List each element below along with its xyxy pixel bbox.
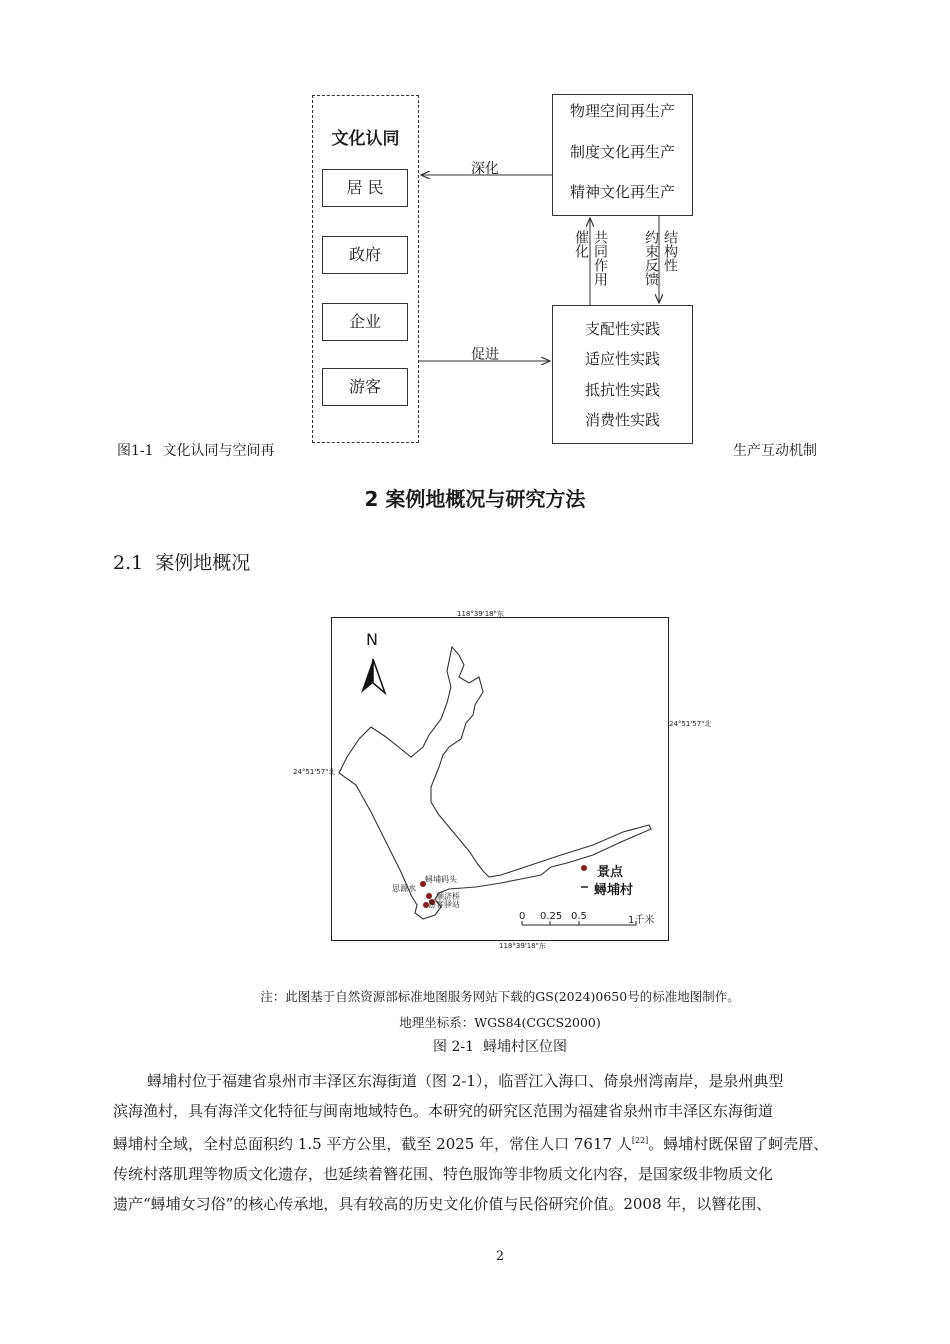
practice-dominant: 支配性实践 [584, 320, 660, 338]
map-label-siyuan: 思源水 [392, 884, 416, 893]
actor-label-government: 政府 [348, 245, 381, 264]
paragraph-line-4: 传统村落肌理等物质文化遗存，也延续着簪花围、特色服饰等非物质文化内容，是国家级非物质文化 [113, 1165, 774, 1183]
map-label-station: 游客驿站 [428, 900, 460, 909]
paragraph-line-5: 遗产“蟳埔女习俗”的核心传承地，具有较高的历史文化价值与民俗研究价值。2008 年，以簪花围、 [113, 1195, 772, 1213]
actor-label-tourists: 游客 [348, 377, 381, 396]
figure-1-caption-right: 生产互动机制 [733, 443, 817, 459]
practice-consumptive: 消费性实践 [584, 411, 660, 429]
legend-village-icon [581, 886, 588, 888]
legend-point-icon [581, 865, 587, 871]
practice-adaptive: 适应性实践 [584, 350, 660, 368]
map-label-bridge: 顺济桥 [436, 892, 460, 901]
practice-resistant: 抵抗性实践 [584, 381, 660, 399]
section-heading: 2 案例地概况与研究方法 [364, 487, 586, 511]
culture-identity-title: 文化认同 [331, 129, 400, 149]
paragraph-line-3-text: 蟳埔村全域，全村总面积约 1.5 平方公里，截至 2025 年，常住人口 7617 人 [113, 1135, 632, 1153]
label-joint-action: 共同作用 [592, 230, 608, 286]
actor-label-residents: 居 民 [346, 178, 384, 197]
actor-label-enterprise: 企业 [348, 312, 381, 331]
coord-left: 24°51'57"北 [293, 768, 336, 776]
figure-1-caption-left: 图1-1 文化认同与空间再 [117, 443, 275, 459]
north-label: N [366, 630, 378, 649]
figure-1-arrows [0, 0, 950, 460]
coord-right: 24°51'57"北 [669, 720, 712, 728]
paragraph-line-3 [113, 1126, 853, 1159]
scale-label-05: 0.5 [571, 911, 587, 922]
paragraph-line-2: 滨海渔村，具有海洋文化特征与闽南地域特色。本研究的研究区范围为福建省泉州市丰泽区东海街道 [113, 1102, 774, 1120]
north-arrow-icon [361, 659, 385, 693]
coord-bottom: 118°39'18"东 [499, 942, 546, 950]
map-note: 注：此图基于自然资源部标准地图服务网站下载的GS(2024)0650号的标准地图制作。 [260, 989, 740, 1004]
legend-scenic-label: 景点 [597, 865, 624, 880]
arrow-deepen-label: 深化 [471, 161, 499, 177]
arrow-promote-label: 促进 [471, 347, 499, 363]
citation-22[interactable]: [22] [631, 1136, 649, 1145]
reproduction-spiritual: 精神文化再生产 [569, 183, 675, 201]
scale-label-025: 0.25 [540, 911, 563, 922]
reproduction-institutional: 制度文化再生产 [569, 143, 675, 161]
label-constraint-feedback: 约束反馈 [643, 230, 659, 286]
coord-top: 118°39'18"东 [457, 610, 504, 618]
subsection-heading: 2.1 案例地概况 [113, 552, 251, 574]
reproduction-physical: 物理空间再生产 [569, 102, 675, 120]
coord-system-note: 地理坐标系：WGS84(CGCS2000) [399, 1015, 601, 1030]
paragraph-line-3-tail: 。蟳埔村既保留了蚵壳厝、 [648, 1135, 829, 1153]
scale-label-0: 0 [519, 911, 526, 922]
label-catalyze: 催化 [573, 230, 589, 258]
page-number: 2 [495, 1249, 505, 1264]
body-paragraph [113, 1066, 853, 1219]
label-structural: 结构性 [662, 230, 678, 272]
scale-label-1km: 1千米 [628, 915, 655, 926]
legend-village-label: 蟳埔村 [594, 883, 634, 898]
map-label-pier: 蟳埔码头 [425, 875, 457, 884]
paragraph-line-1: 蟳埔村位于福建省泉州市丰泽区东海街道（图 2-1），临晋江入海口、倚泉州湾南岸，是泉州典型 [147, 1072, 784, 1090]
figure-2-1-caption: 图 2-1 蟳埔村区位图 [433, 1039, 567, 1055]
